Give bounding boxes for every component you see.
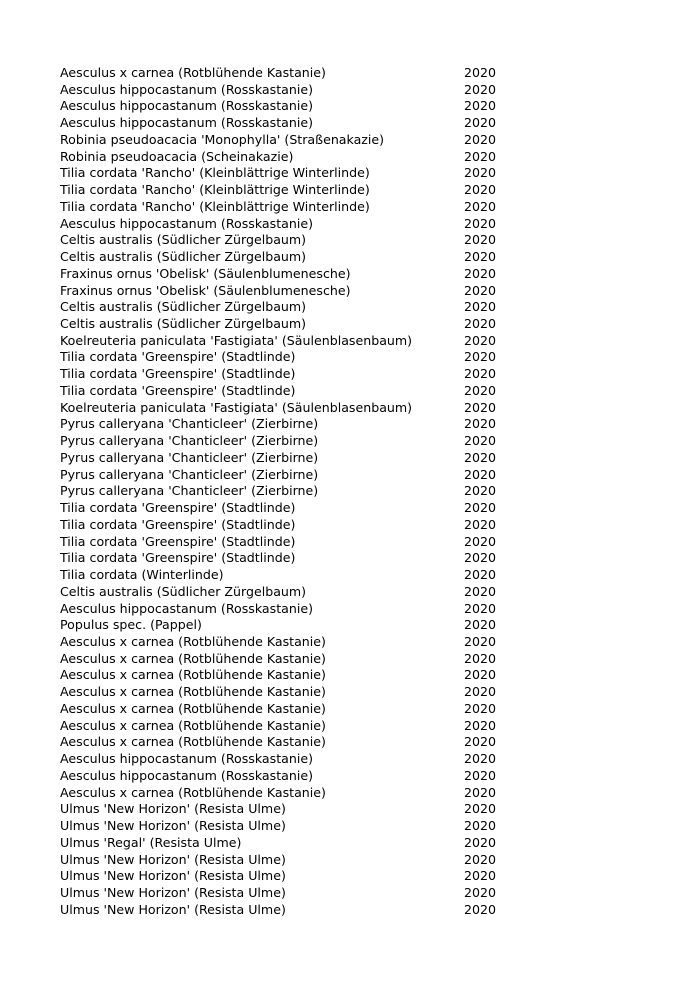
planting-year-cell: 2020	[464, 382, 497, 398]
planting-year-cell: 2020	[464, 767, 497, 783]
table-row	[60, 115, 660, 132]
planting-year-cell: 2020	[464, 433, 497, 449]
tree-species-cell: Tilia cordata 'Greenspire' (Stadtlinde)	[60, 349, 296, 365]
table-row	[60, 82, 660, 99]
planting-year-cell: 2020	[464, 533, 497, 549]
planting-year-cell: 2020	[464, 131, 497, 147]
planting-year-cell: 2020	[464, 282, 497, 298]
table-row	[60, 734, 660, 751]
planting-year-cell: 2020	[464, 901, 497, 917]
planting-year-cell: 2020	[464, 416, 497, 432]
table-row	[60, 500, 660, 517]
table-row	[60, 550, 660, 567]
planting-year-cell: 2020	[464, 182, 497, 198]
tree-species-cell: Tilia cordata 'Greenspire' (Stadtlinde)	[60, 550, 296, 566]
tree-species-cell: Tilia cordata 'Rancho' (Kleinblättrige Winterlinde)	[60, 198, 370, 214]
table-row	[60, 718, 660, 735]
tree-species-cell: Celtis australis (Südlicher Zürgelbaum)	[60, 249, 307, 265]
table-row	[60, 283, 660, 300]
tree-species-cell: Celtis australis (Südlicher Zürgelbaum)	[60, 299, 307, 315]
table-row	[60, 349, 660, 366]
tree-species-cell: Aesculus x carnea (Rotblühende Kastanie)	[60, 700, 326, 716]
tree-species-cell: Ulmus 'New Horizon' (Resista Ulme)	[60, 884, 286, 900]
tree-species-cell: Aesculus hippocastanum (Rosskastanie)	[60, 98, 313, 114]
table-row	[60, 852, 660, 869]
table-row	[60, 701, 660, 718]
tree-species-cell: Aesculus x carnea (Rotblühende Kastanie)	[60, 65, 326, 80]
tree-species-cell: Aesculus hippocastanum (Rosskastanie)	[60, 115, 313, 131]
table-row	[60, 149, 660, 166]
planting-year-cell: 2020	[464, 98, 497, 114]
table-row	[60, 333, 660, 350]
tree-species-cell: Pyrus calleryana 'Chanticleer' (Zierbirne)	[60, 466, 319, 482]
table-row	[60, 684, 660, 701]
planting-year-cell: 2020	[464, 449, 497, 465]
table-row	[60, 132, 660, 149]
table-row	[60, 216, 660, 233]
table-row	[60, 584, 660, 601]
planting-year-cell: 2020	[464, 81, 497, 97]
tree-species-cell: Tilia cordata 'Greenspire' (Stadtlinde)	[60, 533, 296, 549]
tree-species-cell: Tilia cordata 'Greenspire' (Stadtlinde)	[60, 382, 296, 398]
planting-year-cell: 2020	[464, 115, 497, 131]
tree-species-cell: Pyrus calleryana 'Chanticleer' (Zierbirne)	[60, 449, 319, 465]
tree-species-cell: Celtis australis (Südlicher Zürgelbaum)	[60, 232, 307, 248]
table-row	[60, 400, 660, 417]
table-row	[60, 182, 660, 199]
planting-year-cell: 2020	[464, 667, 497, 683]
tree-species-cell: Aesculus x carnea (Rotblühende Kastanie)	[60, 633, 326, 649]
table-row	[60, 483, 660, 500]
planting-year-cell: 2020	[464, 316, 497, 332]
table-row	[60, 65, 660, 82]
planting-year-cell: 2020	[464, 399, 497, 415]
table-row	[60, 835, 660, 852]
tree-species-cell: Fraxinus ornus 'Obelisk' (Säulenblumenesche)	[60, 265, 351, 281]
table-row	[60, 785, 660, 802]
tree-species-cell: Aesculus x carnea (Rotblühende Kastanie)	[60, 650, 326, 666]
tree-species-cell: Tilia cordata 'Rancho' (Kleinblättrige Winterlinde)	[60, 165, 370, 181]
table-row	[60, 617, 660, 634]
table-row	[60, 634, 660, 651]
tree-species-cell: Pyrus calleryana 'Chanticleer' (Zierbirne)	[60, 483, 319, 499]
tree-species-cell: Tilia cordata 'Rancho' (Kleinblättrige Winterlinde)	[60, 182, 370, 198]
tree-list	[60, 65, 660, 918]
tree-species-cell: Robinia pseudoacacia 'Monophylla' (Straßenakazie)	[60, 131, 385, 147]
tree-species-cell: Ulmus 'New Horizon' (Resista Ulme)	[60, 901, 286, 917]
planting-year-cell: 2020	[464, 868, 497, 884]
planting-year-cell: 2020	[464, 734, 497, 750]
tree-species-cell: Tilia cordata 'Greenspire' (Stadtlinde)	[60, 500, 296, 516]
table-row	[60, 249, 660, 266]
planting-year-cell: 2020	[464, 299, 497, 315]
planting-year-cell: 2020	[464, 232, 497, 248]
planting-year-cell: 2020	[464, 265, 497, 281]
table-row	[60, 165, 660, 182]
planting-year-cell: 2020	[464, 633, 497, 649]
table-row	[60, 232, 660, 249]
table-row	[60, 801, 660, 818]
planting-year-cell: 2020	[464, 784, 497, 800]
planting-year-cell: 2020	[464, 851, 497, 867]
table-row	[60, 902, 660, 919]
planting-year-cell: 2020	[464, 884, 497, 900]
table-row	[60, 266, 660, 283]
tree-species-cell: Aesculus x carnea (Rotblühende Kastanie)	[60, 667, 326, 683]
tree-species-cell: Ulmus 'New Horizon' (Resista Ulme)	[60, 801, 286, 817]
planting-year-cell: 2020	[464, 349, 497, 365]
planting-year-cell: 2020	[464, 700, 497, 716]
table-row	[60, 667, 660, 684]
planting-year-cell: 2020	[464, 483, 497, 499]
planting-year-cell: 2020	[464, 198, 497, 214]
tree-species-cell: Ulmus 'New Horizon' (Resista Ulme)	[60, 818, 286, 834]
tree-species-cell: Aesculus hippocastanum (Rosskastanie)	[60, 751, 313, 767]
table-row	[60, 299, 660, 316]
tree-species-cell: Tilia cordata 'Greenspire' (Stadtlinde)	[60, 516, 296, 532]
planting-year-cell: 2020	[464, 165, 497, 181]
tree-species-cell: Aesculus hippocastanum (Rosskastanie)	[60, 81, 313, 97]
tree-species-cell: Fraxinus ornus 'Obelisk' (Säulenblumenesche)	[60, 282, 351, 298]
table-row	[60, 868, 660, 885]
table-row	[60, 98, 660, 115]
tree-species-cell: Pyrus calleryana 'Chanticleer' (Zierbirne)	[60, 416, 319, 432]
table-row	[60, 567, 660, 584]
table-row	[60, 467, 660, 484]
tree-species-cell: Koelreuteria paniculata 'Fastigiata' (Säulenblasenbaum)	[60, 399, 413, 415]
tree-species-cell: Aesculus x carnea (Rotblühende Kastanie)	[60, 734, 326, 750]
table-row	[60, 433, 660, 450]
planting-year-cell: 2020	[464, 600, 497, 616]
planting-year-cell: 2020	[464, 834, 497, 850]
planting-year-cell: 2020	[464, 717, 497, 733]
planting-year-cell: 2020	[464, 516, 497, 532]
table-row	[60, 416, 660, 433]
table-row	[60, 383, 660, 400]
planting-year-cell: 2020	[464, 550, 497, 566]
tree-species-cell: Koelreuteria paniculata 'Fastigiata' (Säulenblasenbaum)	[60, 332, 413, 348]
tree-species-cell: Aesculus hippocastanum (Rosskastanie)	[60, 767, 313, 783]
tree-species-cell: Tilia cordata (Winterlinde)	[60, 567, 224, 583]
tree-species-cell: Ulmus 'Regal' (Resista Ulme)	[60, 834, 242, 850]
table-row	[60, 751, 660, 768]
table-row	[60, 517, 660, 534]
planting-year-cell: 2020	[464, 801, 497, 817]
table-row	[60, 818, 660, 835]
tree-species-cell: Aesculus x carnea (Rotblühende Kastanie)	[60, 717, 326, 733]
planting-year-cell: 2020	[464, 500, 497, 516]
tree-species-cell: Pyrus calleryana 'Chanticleer' (Zierbirne)	[60, 433, 319, 449]
planting-year-cell: 2020	[464, 249, 497, 265]
tree-species-cell: Aesculus x carnea (Rotblühende Kastanie)	[60, 684, 326, 700]
table-row	[60, 601, 660, 618]
tree-species-cell: Celtis australis (Südlicher Zürgelbaum)	[60, 316, 307, 332]
planting-year-cell: 2020	[464, 466, 497, 482]
planting-year-cell: 2020	[464, 567, 497, 583]
table-row	[60, 366, 660, 383]
table-row	[60, 534, 660, 551]
planting-year-cell: 2020	[464, 751, 497, 767]
tree-species-cell: Aesculus hippocastanum (Rosskastanie)	[60, 600, 313, 616]
tree-species-cell: Aesculus hippocastanum (Rosskastanie)	[60, 215, 313, 231]
table-row	[60, 199, 660, 216]
tree-species-cell: Tilia cordata 'Greenspire' (Stadtlinde)	[60, 366, 296, 382]
planting-year-cell: 2020	[464, 366, 497, 382]
table-row	[60, 885, 660, 902]
planting-year-cell: 2020	[464, 684, 497, 700]
table-row	[60, 316, 660, 333]
planting-year-cell: 2020	[464, 818, 497, 834]
tree-species-cell: Populus spec. (Pappel)	[60, 617, 202, 633]
planting-year-cell: 2020	[464, 332, 497, 348]
tree-species-cell: Celtis australis (Südlicher Zürgelbaum)	[60, 583, 307, 599]
tree-species-cell: Ulmus 'New Horizon' (Resista Ulme)	[60, 868, 286, 884]
table-row	[60, 768, 660, 785]
planting-year-cell: 2020	[464, 617, 497, 633]
tree-species-cell: Robinia pseudoacacia (Scheinakazie)	[60, 148, 294, 164]
planting-year-cell: 2020	[464, 148, 497, 164]
table-row	[60, 450, 660, 467]
planting-year-cell: 2020	[464, 583, 497, 599]
tree-species-cell: Aesculus x carnea (Rotblühende Kastanie)	[60, 784, 326, 800]
planting-year-cell: 2020	[464, 215, 497, 231]
planting-year-cell: 2020	[464, 650, 497, 666]
planting-year-cell: 2020	[464, 65, 497, 80]
tree-species-cell: Ulmus 'New Horizon' (Resista Ulme)	[60, 851, 286, 867]
table-row	[60, 651, 660, 668]
